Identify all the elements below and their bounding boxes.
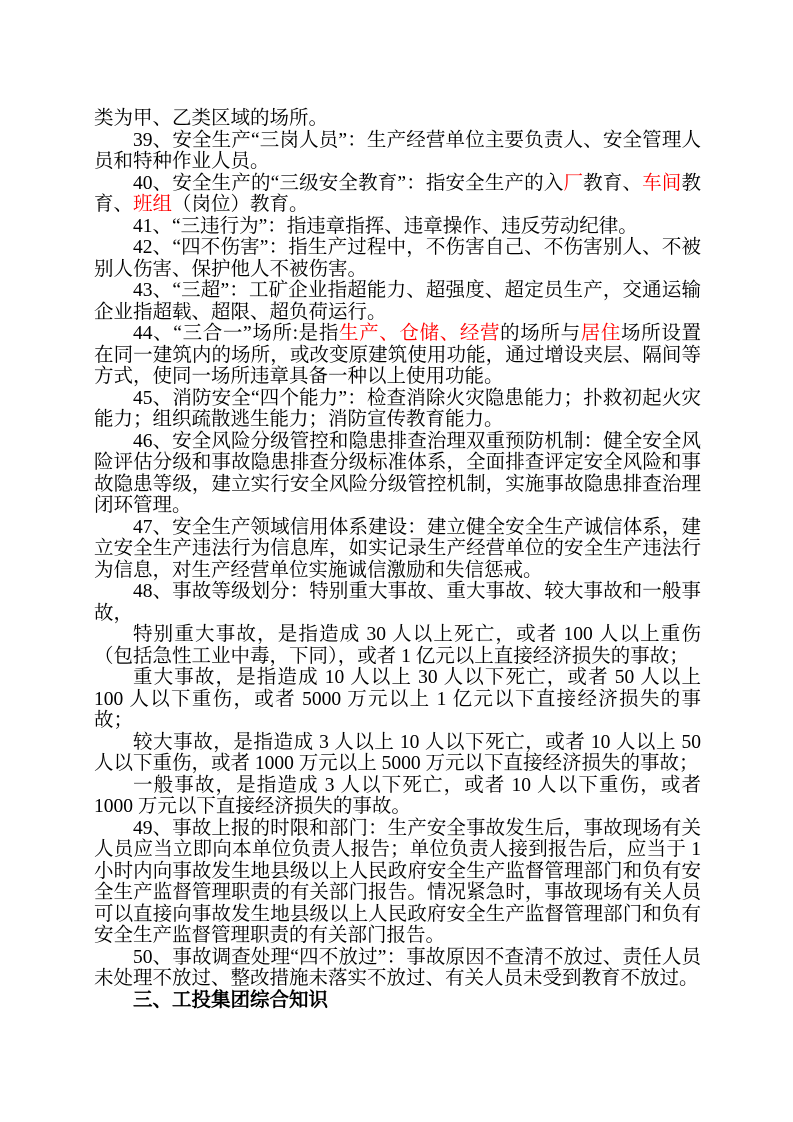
paragraph-item-49 — [94, 818, 701, 947]
text-segment: 场所设置在同一建筑内的场所，或改变原建筑使用功能，通过增设夹层、隔间等方式，使同一场所违章具备一种以上使用功能。 — [94, 323, 701, 387]
document-body — [94, 108, 701, 1011]
text-segment: 41、“三违行为”：指违章指挥、违章操作、违反劳动纪律。 — [133, 215, 638, 237]
text-segment: 49、事故上报的时限和部门：生产安全事故发生后，事故现场有关人员应当立即向本单位负责人报告；单位负责人接到报告后，应当于 1 小时内向事故发生地县级以上人民政府安全生产监督管理部门和负有安全生产监督管理职责的有关部门报告。情况紧急时，事故现场有关人员可以直接向事故发生地县级以上人民政府安全生产监督管理部门和负有安全生产监督管理职责的有关部门报告。 — [94, 817, 701, 946]
paragraph-accident-extreme — [94, 624, 701, 667]
paragraph-item-42 — [94, 237, 701, 280]
text-segment: 39、安全生产“三岗人员”：生产经营单位主要负责人、安全管理人员和特种作业人员。 — [94, 129, 701, 172]
text-segment: 较大事故，是指造成 3 人以上 10 人以下死亡，或者 10 人以上 50 人以下重伤，或者 1000 万元以上 5000 万元以下直接经济损失的事故； — [94, 731, 701, 774]
paragraph-continuation — [94, 108, 701, 130]
paragraph-item-48 — [94, 581, 701, 624]
highlighted-text: 厂 — [563, 172, 584, 194]
text-segment: 45、消防安全“四个能力”：检查消除火灾隐患能力；扑救初起火灾能力；组织疏散逃生能力；消防宣传教育能力。 — [94, 387, 701, 430]
highlighted-text: 生产、仓储、经营 — [338, 323, 501, 344]
text-segment: 50、事故调查处理“四不放过”：事故原因不查清不放过、责任人员未处理不放过、整改措施未落实不放过、有关人员未受到教育不放过。 — [94, 946, 701, 989]
text-segment: 重大事故，是指造成 10 人以上 30 人以下死亡，或者 50 人以上 100 人以下重伤，或者 5000 万元以上 1 亿元以下直接经济损失的事故； — [94, 667, 701, 731]
text-segment: 特别重大事故，是指造成 30 人以上死亡，或者 100 人以上重伤（包括急性工业中毒，下同），或者 1 亿元以上直接经济损失的事故； — [94, 624, 701, 667]
paragraph-item-46 — [94, 431, 701, 517]
paragraph-item-41 — [94, 216, 701, 238]
text-segment: 44、“三合一”场所:是指 — [133, 323, 339, 344]
paragraph-item-40 — [94, 173, 701, 216]
paragraph-item-39 — [94, 130, 701, 173]
text-segment: 43、“三超”：工矿企业指超能力、超强度、超定员生产，交通运输企业指超载、超限、超负荷运行。 — [94, 280, 701, 323]
highlighted-text: 车间 — [642, 172, 682, 194]
text-segment: 教育、 — [94, 172, 701, 215]
text-segment: 一般事故，是指造成 3 人以下死亡，或者 10 人以下重伤，或者 1000 万元以下直接经济损失的事故。 — [94, 774, 701, 817]
text-segment: 教育、 — [583, 172, 643, 194]
text-segment: 42、“四不伤害”：指生产过程中，不伤害自己、不伤害别人、不被别人伤害、保护他人不被伤害。 — [94, 237, 701, 280]
paragraph-item-45 — [94, 388, 701, 431]
highlighted-text: 居住 — [580, 323, 622, 344]
highlighted-text: 班组 — [133, 194, 173, 215]
text-segment: 46、安全风险分级管控和隐患排查治理双重预防机制：健全安全风险评估分级和事故隐患排查分级标准体系，全面排查评定安全风险和事故隐患等级，建立实行安全风险分级管控机制，实施事故隐患排查治理闭环管理。 — [94, 430, 701, 516]
text-segment: （岗位）教育。 — [172, 194, 309, 215]
text-segment: 类为甲、乙类区域的场所。 — [94, 108, 329, 129]
section-heading — [94, 990, 701, 1012]
paragraph-accident-larger — [94, 732, 701, 775]
paragraph-item-44 — [94, 323, 701, 388]
paragraph-item-47 — [94, 517, 701, 582]
text-segment: 40、安全生产的“三级安全教育”：指安全生产的入 — [133, 172, 564, 194]
paragraph-item-50 — [94, 947, 701, 990]
paragraph-accident-major — [94, 667, 701, 732]
paragraph-item-43 — [94, 280, 701, 323]
text-segment: 48、事故等级划分：特别重大事故、重大事故、较大事故和一般事故， — [94, 581, 701, 624]
text-segment: 三、工投集团综合知识 — [133, 989, 329, 1011]
text-segment: 47、安全生产领域信用体系建设：建立健全安全生产诚信体系，建立安全生产违法行为信息库，如实记录生产经营单位的安全生产违法行为信息，对生产经营单位实施诚信激励和失信惩戒。 — [94, 516, 701, 581]
paragraph-accident-general — [94, 775, 701, 818]
text-segment: 的场所与 — [500, 323, 581, 344]
